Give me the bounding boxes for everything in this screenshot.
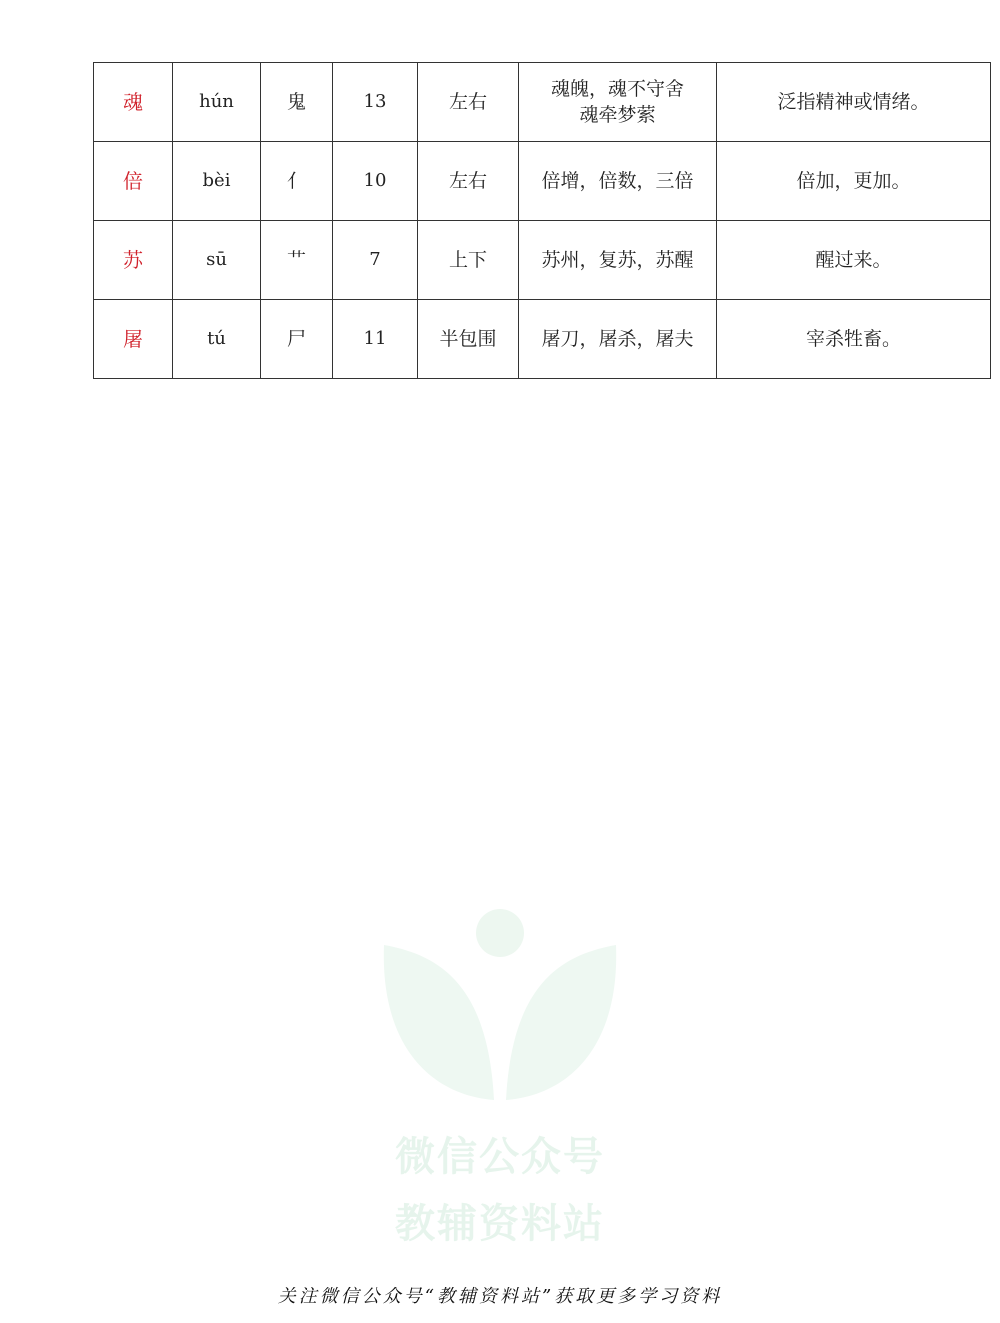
table-row	[94, 221, 991, 300]
words-cell	[519, 300, 717, 379]
character-cell: 魂	[94, 63, 173, 142]
words-line: 魂牵梦萦	[579, 104, 656, 126]
logo-right-leaf	[506, 945, 616, 1100]
footer-note: 关注微信公众号“教辅资料站”获取更多学习资料	[277, 1286, 723, 1307]
structure-cell: 半包围	[418, 300, 519, 379]
character-cell: 屠	[94, 300, 173, 379]
table-row	[94, 63, 991, 142]
table-row	[94, 300, 991, 379]
meaning-cell: 醒过来。	[717, 221, 991, 300]
stroke-count-cell: 13	[333, 63, 418, 142]
structure-cell: 左右	[418, 63, 519, 142]
stroke-count-cell: 7	[333, 221, 418, 300]
words-line: 苏州，复苏，苏醒	[541, 249, 694, 271]
radical-cell: 鬼	[261, 63, 333, 142]
words-line: 屠刀，屠杀，屠夫	[541, 328, 694, 350]
meaning-cell: 倍加，更加。	[717, 142, 991, 221]
radical-cell: 亻	[261, 142, 333, 221]
logo-left-leaf	[384, 945, 494, 1100]
pinyin-cell: bèi	[173, 142, 261, 221]
table-row	[94, 142, 991, 221]
stroke-count-cell: 11	[333, 300, 418, 379]
logo-head-circle	[476, 909, 524, 957]
character-cell: 倍	[94, 142, 173, 221]
meaning-cell: 泛指精神或情绪。	[717, 63, 991, 142]
words-line: 魂魄，魂不守舍	[550, 78, 684, 100]
pinyin-cell: tú	[173, 300, 261, 379]
words-line: 倍增，倍数，三倍	[541, 170, 694, 192]
watermark-line-1: 微信公众号	[395, 1134, 605, 1180]
structure-cell: 上下	[418, 221, 519, 300]
radical-cell: 艹	[261, 221, 333, 300]
pinyin-cell: hún	[173, 63, 261, 142]
words-cell	[519, 63, 717, 142]
stroke-count-cell: 10	[333, 142, 418, 221]
meaning-cell: 宰杀牲畜。	[717, 300, 991, 379]
words-cell	[519, 142, 717, 221]
words-cell	[519, 221, 717, 300]
character-table	[93, 62, 991, 379]
radical-cell: 尸	[261, 300, 333, 379]
structure-cell: 左右	[418, 142, 519, 221]
watermark-line-2: 教辅资料站	[395, 1201, 605, 1247]
character-cell: 苏	[94, 221, 173, 300]
pinyin-cell: sū	[173, 221, 261, 300]
